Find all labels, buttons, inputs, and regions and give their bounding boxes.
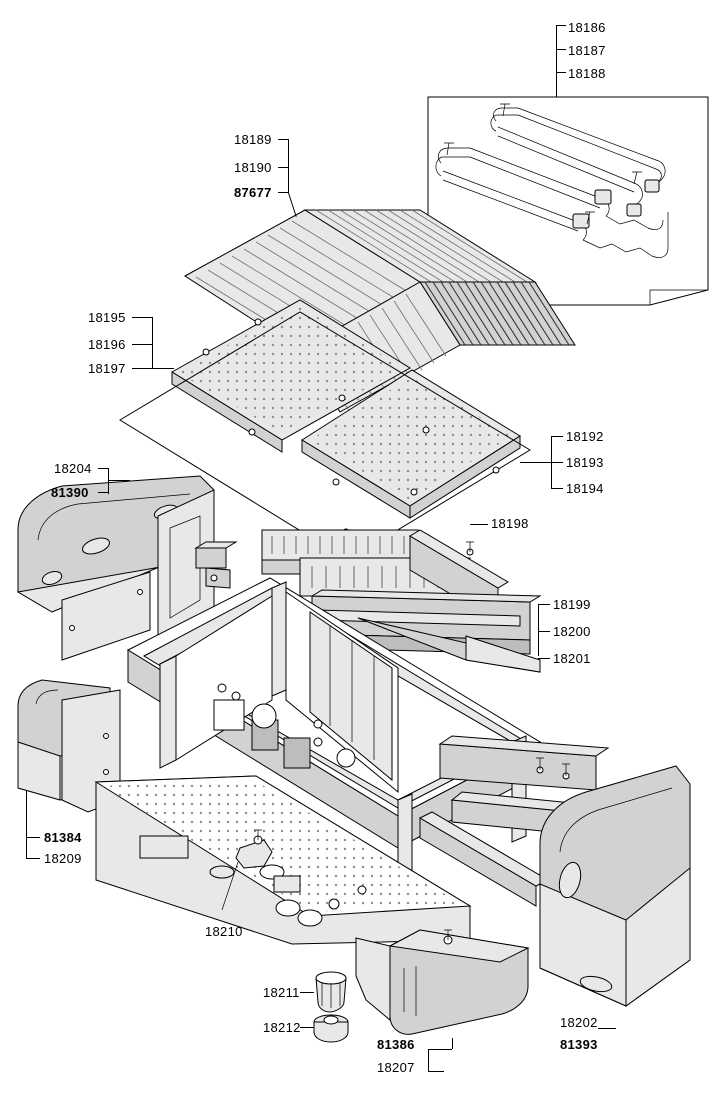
leader-frontstrip-tick-2 <box>538 631 550 632</box>
callout-18207: 18207 <box>377 1060 415 1075</box>
callout-87677: 87677 <box>234 185 272 200</box>
callout-18204: 18204 <box>54 461 92 476</box>
leader-rightfront-to-part <box>452 1038 453 1049</box>
leader-burner-tick-1 <box>556 25 566 26</box>
leader-lowerleft-tick-2 <box>26 858 40 859</box>
right-front-shelf <box>356 930 528 1034</box>
callout-18209: 18209 <box>44 851 82 866</box>
callout-18187: 18187 <box>568 43 606 58</box>
callout-18199: 18199 <box>553 597 591 612</box>
leg-feet <box>314 972 348 1042</box>
leader-grate-tick-3 <box>278 192 288 193</box>
callout-81390: 81390 <box>51 485 89 500</box>
leader-rightfront-bracket <box>428 1049 452 1050</box>
callout-18201: 18201 <box>553 651 591 666</box>
callout-18192: 18192 <box>566 429 604 444</box>
callout-18195: 18195 <box>88 310 126 325</box>
callout-18194: 18194 <box>566 481 604 496</box>
leader-leftshelf-to-part <box>108 480 130 481</box>
leader-heatright-tick-2 <box>551 462 563 463</box>
leader-heatright-tick-1 <box>551 436 563 437</box>
leader-lowerleft-bracket <box>26 837 27 859</box>
callout-18186: 18186 <box>568 20 606 35</box>
callout-81393: 81393 <box>560 1037 598 1052</box>
leader-lowerleft-tick-1 <box>26 837 40 838</box>
callout-18210: 18210 <box>205 924 243 939</box>
leader-leftshelf-tick-1 <box>98 468 108 469</box>
leader-frontstrip-tick-1 <box>538 604 550 605</box>
leader-heatleft-tick-3 <box>132 368 152 369</box>
leader-heatleft-tick-2 <box>132 344 152 345</box>
leader-rightfront-tick <box>428 1071 444 1072</box>
leader-18212 <box>300 1027 314 1028</box>
leader-heatleft-tick-1 <box>132 317 152 318</box>
callout-18189: 18189 <box>234 132 272 147</box>
leader-grate-tick-2 <box>278 167 288 168</box>
leader-frontstrip-bracket <box>538 604 539 656</box>
leader-rightside <box>598 1028 616 1029</box>
leader-heatleft-bracket <box>152 317 153 369</box>
callout-18212: 18212 <box>263 1020 301 1035</box>
leader-18211 <box>300 992 314 993</box>
leader-grate-tick-1 <box>278 139 288 140</box>
callout-18190: 18190 <box>234 160 272 175</box>
callout-18202: 18202 <box>560 1015 598 1030</box>
callout-81384: 81384 <box>44 830 82 845</box>
callout-18198: 18198 <box>491 516 529 531</box>
callout-18197: 18197 <box>88 361 126 376</box>
leader-frontstrip-tick-3 <box>538 658 550 659</box>
main-cabinet-frame <box>96 578 608 944</box>
callout-18200: 18200 <box>553 624 591 639</box>
leader-burner-tick-3 <box>556 72 566 73</box>
leader-burner-tick-2 <box>556 49 566 50</box>
callout-18196: 18196 <box>88 337 126 352</box>
leader-rightfront-vert <box>428 1049 429 1071</box>
leader-grate-bracket <box>288 139 289 193</box>
leader-vent-18198 <box>470 524 488 525</box>
callout-18188: 18188 <box>568 66 606 81</box>
leader-lowerleft-to-part <box>26 790 27 837</box>
leader-heatright-to-part <box>520 462 551 463</box>
leader-heatleft-to-part <box>152 368 174 369</box>
callout-81386: 81386 <box>377 1037 415 1052</box>
callout-18211: 18211 <box>263 985 300 1000</box>
leader-leftshelf-bracket <box>108 468 109 494</box>
leader-heatright-tick-3 <box>551 488 563 489</box>
leader-burner-to-box <box>556 73 557 97</box>
callout-18193: 18193 <box>566 455 604 470</box>
leader-leftshelf-tick-2 <box>98 492 108 493</box>
